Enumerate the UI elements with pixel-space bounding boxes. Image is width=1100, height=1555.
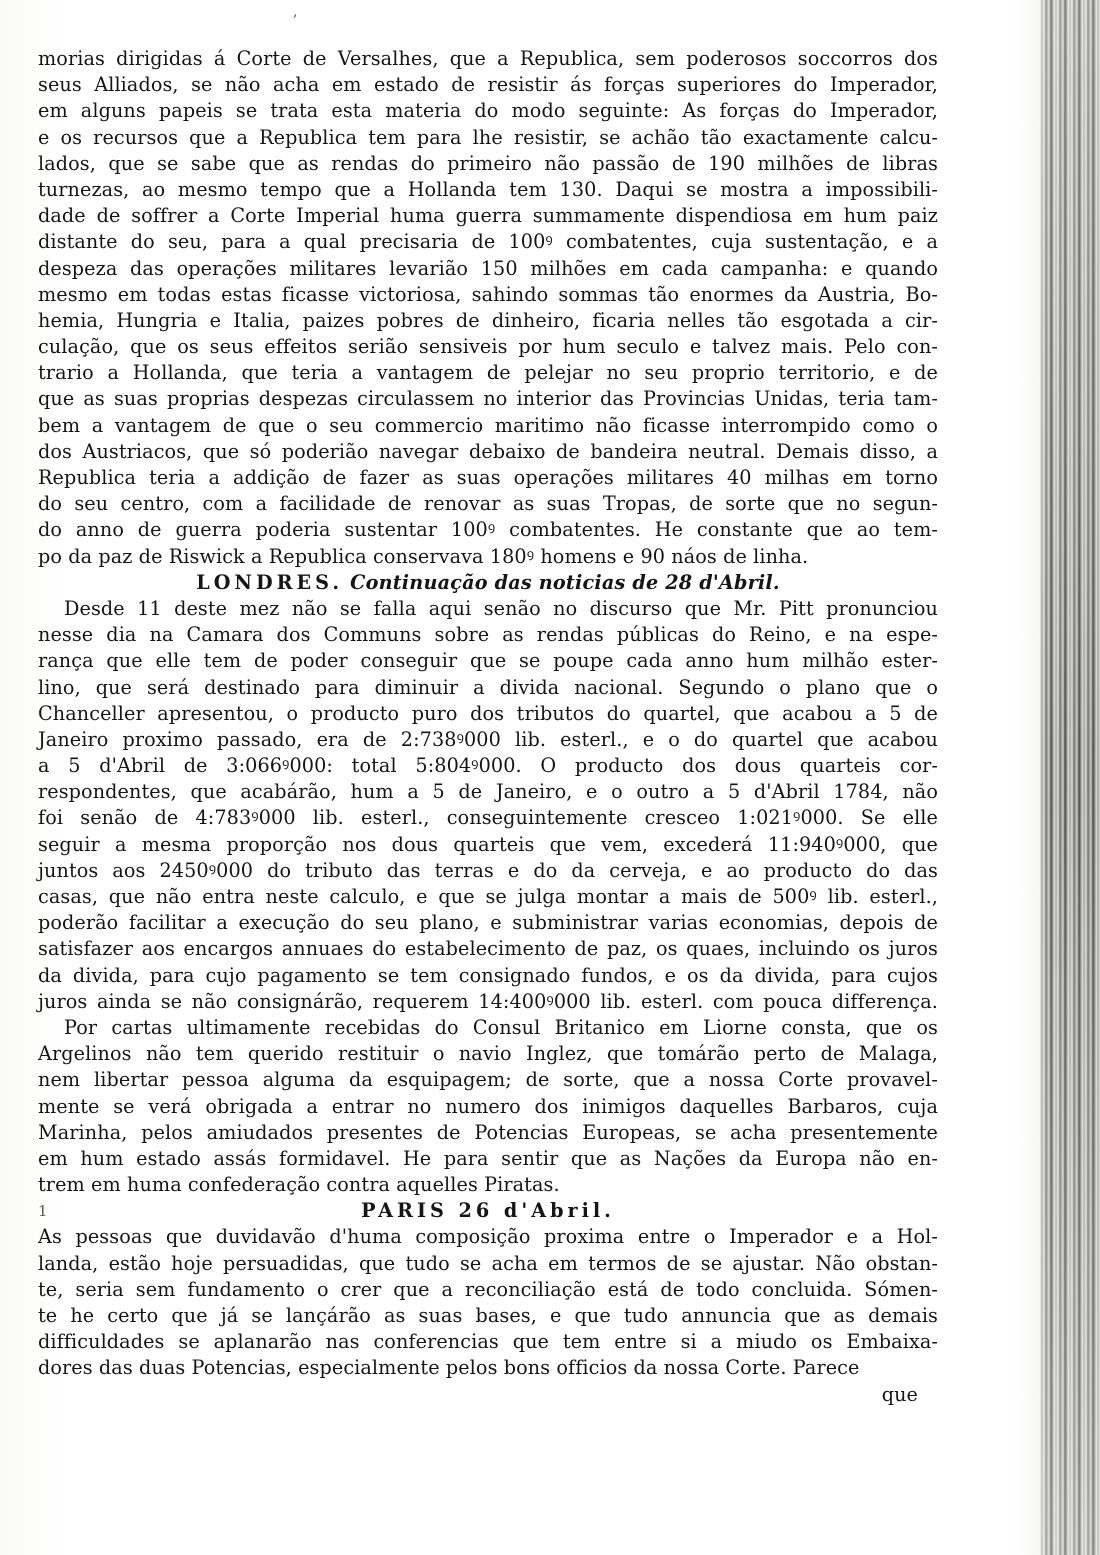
text-line: em alguns papeis se trata esta materia do modo seguinte: As forças do Imperador, <box>38 99 938 123</box>
text-line: a 5 d'Abril de 3:066ꝰ000: total 5:804ꝰ000. O producto dos dous quarteis cor- <box>38 754 938 778</box>
text-line: te, seria sem fundamento o crer que a reconciliação está de todo concluida. Sómen- <box>38 1277 938 1301</box>
stray-mark: 1 <box>38 1202 49 1221</box>
text-line: nesse dia na Camara dos Communs sobre as rendas públicas do Reino, e na espe- <box>38 623 938 647</box>
heading-city-londres: LONDRES. <box>196 570 344 594</box>
heading-subtitle-londres: Continuação das noticias de 28 d'Abril. <box>350 570 780 594</box>
text-line: foi senão de 4:783ꝰ000 lib. esterl., conseguintemente cresceo 1:021ꝰ000. Se elle <box>38 806 938 830</box>
page-text <box>38 46 938 1408</box>
text-line: rança que elle tem de poder conseguir que se poupe cada anno hum milhão ester- <box>38 649 938 673</box>
text-line: trem em huma confederação contra aquelles Piratas. <box>38 1173 560 1197</box>
text-line: dores das duas Potencias, especialmente pelos bons officios da nossa Corte. Parece <box>38 1356 860 1380</box>
section-paris <box>38 1224 938 1381</box>
heading-londres <box>38 570 938 596</box>
text-line: As pessoas que duvidavão d'huma composição proxima entre o Imperador e a Hol- <box>38 1225 938 1249</box>
text-line: Desde 11 deste mez não se falla aqui senão no discurso que Mr. Pitt pronunciou <box>64 596 938 620</box>
catchword: que <box>881 1382 918 1406</box>
text-line: dos Austriacos, que só poderião navegar debaixo de bandeira neutral. Demais disso, a <box>38 439 938 463</box>
section-versailles-report <box>38 46 938 570</box>
text-line: em hum estado assás formidavel. He para sentir que as Nações da Europa não en- <box>38 1146 938 1170</box>
text-line: seguir a mesma proporção nos dous quarteis que vem, excederá 11:940ꝰ000, que <box>38 832 938 856</box>
section-londres <box>38 596 938 1198</box>
text-line: morias dirigidas á Corte de Versalhes, que a Republica, sem poderosos soccorros dos <box>38 47 938 70</box>
text-line: te he certo que já se lançárão as suas bases, e que tudo annuncia que as demais <box>38 1304 938 1327</box>
text-line: do anno de guerra poderia sustentar 100ꝰ combatentes. He constante que ao tem- <box>38 518 938 542</box>
text-line: Republica teria a addição de fazer as suas operações militares 40 milhas em torno <box>38 466 938 489</box>
text-line: casas, que não entra neste calculo, e que se julga montar a mais de 500ꝰ lib. esterl., <box>38 885 938 908</box>
text-line: Chanceller apresentou, o producto puro dos tributos do quartel, que acabou a 5 de <box>38 701 938 725</box>
text-line: juros ainda se não consignárão, requerem 14:400ꝰ000 lib. esterl. com pouca differença. <box>38 989 938 1013</box>
text-line: da divida, para cujo pagamento se tem consignado fundos, e os da divida, para cujos <box>38 963 938 987</box>
text-line: lino, que será destinado para diminuir a divida nacional. Segundo o plano que o <box>38 675 938 699</box>
top-mark: , <box>293 4 298 20</box>
text-line: hemia, Hungria e Italia, paizes pobres de dinheiro, ficaria nelles tão esgotada a cir- <box>38 308 938 332</box>
text-line: Argelinos não tem querido restituir o navio Inglez, que tomárão perto de Malaga, <box>38 1042 938 1066</box>
text-line: juntos aos 2450ꝰ000 do tributo das terras e do da cerveja, e ao producto do das <box>38 858 938 882</box>
text-line: poderão facilitar a execução do seu plano, e subministrar varias economias, depois de <box>38 911 938 935</box>
heading-city-paris: PARIS 26 d'Abril. <box>361 1199 615 1223</box>
text-line: lados, que se sabe que as rendas do primeiro não passão de 190 milhões de libras <box>38 151 938 175</box>
text-line: landa, estão hoje persuadidas, que tudo se acha em termos de se ajustar. Não obstan- <box>38 1251 938 1275</box>
binding-gutter <box>1040 0 1100 1555</box>
text-line: distante do seu, para a qual precisaria de 100ꝰ combatentes, cuja sustentação, e a <box>38 230 938 254</box>
text-line: do seu centro, com a facilidade de renovar as suas Tropas, de sorte que no segun- <box>38 492 938 516</box>
text-line: po da paz de Riswick a Republica conservava 180ꝰ homens e 90 náos de linha. <box>38 544 809 568</box>
text-line: e os recursos que a Republica tem para lhe resistir, se achão tão exactamente calcu- <box>38 125 938 149</box>
text-line: satisfazer aos encargos annuaes do estabelecimento de paz, os quaes, incluindo os juros <box>38 937 938 961</box>
text-line: dade de soffrer a Corte Imperial huma guerra summamente dispendiosa em hum paiz <box>38 204 938 228</box>
text-line: turnezas, ao mesmo tempo que a Hollanda tem 130. Daqui se mostra a impossibili- <box>38 177 938 201</box>
text-line: bem a vantagem de que o seu commercio maritimo não ficasse interrompido como o <box>38 413 938 437</box>
text-line: que as suas proprias despezas circulassem no interior das Provincias Unidas, teria tam- <box>38 387 938 411</box>
text-line: difficuldades se aplanarão nas conferencias que tem entre si a miudo os Embaixa- <box>38 1330 938 1354</box>
text-line: Marinha, pelos amiudados presentes de Potencias Europeas, se acha presentemente <box>38 1120 938 1144</box>
text-line: Janeiro proximo passado, era de 2:738ꝰ000 lib. esterl., e o do quartel que acabou <box>38 727 938 751</box>
text-line: mesmo em todas estas ficasse victoriosa, sahindo sommas tão enormes da Austria, Bo- <box>38 282 938 306</box>
text-line: mente se verá obrigada a entrar no numero dos inimigos daquelles Barbaros, cuja <box>38 1094 938 1118</box>
text-line: seus Alliados, se não acha em estado de resistir ás forças superiores do Imperador, <box>38 73 938 97</box>
text-line: respondentes, que acabárão, hum a 5 de Janeiro, e o outro a 5 d'Abril 1784, não <box>38 780 938 804</box>
text-line: despeza das operações militares levarião 150 milhões em cada campanha: e quando <box>38 256 938 280</box>
text-line: Por cartas ultimamente recebidas do Consul Britanico em Liorne consta, que os <box>64 1015 938 1039</box>
heading-paris <box>38 1198 938 1224</box>
text-line: culação, que os seus effeitos serião sensiveis por hum seculo e talvez mais. Pelo con- <box>38 335 938 359</box>
text-line: nem libertar pessoa alguma da esquipagem; de sorte, que a nossa Corte provavel- <box>38 1068 938 1092</box>
text-line: trario a Hollanda, que teria a vantagem de pelejar no seu proprio territorio, e de <box>38 361 938 385</box>
